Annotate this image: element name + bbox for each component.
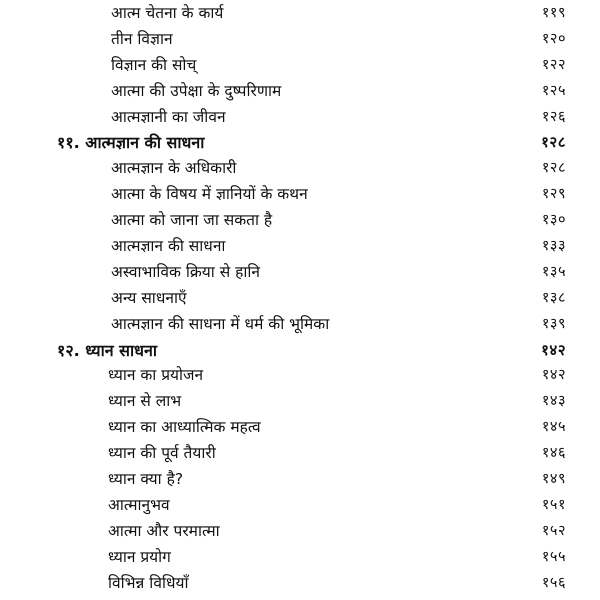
page-number: १५१: [541, 496, 566, 513]
entry-title: आत्मानुभव: [108, 495, 170, 514]
toc-entry: [0, 312, 600, 338]
entry-title: आत्म चेतना के कार्य: [111, 4, 224, 22]
page-number: १४२: [541, 367, 566, 384]
page-number: १४६: [541, 445, 566, 462]
page-number: ११९: [541, 5, 566, 21]
toc-entry: [0, 571, 600, 597]
entry-title: ध्यान से लाभ: [108, 392, 182, 411]
page-number: १२८: [541, 160, 566, 177]
page-number: १५२: [541, 522, 566, 539]
toc-entry: [0, 389, 600, 415]
entry-title: आत्मा की उपेक्षा के दुष्परिणाम: [111, 81, 282, 100]
toc-entry: [0, 441, 600, 467]
toc-entry: [0, 260, 600, 286]
entry-title: आत्मज्ञान की साधना में धर्म की भूमिका: [111, 314, 330, 333]
entry-title: आत्मा और परमात्मा: [108, 521, 220, 540]
page-number: १२२: [541, 56, 566, 73]
page-number: १३३: [541, 238, 566, 255]
entry-title: अन्य साधनाएँ: [111, 288, 187, 307]
page-number: १५६: [541, 574, 566, 591]
toc-entry: [0, 467, 600, 493]
chapter-title: ११. आत्मज्ञान की साधना: [57, 133, 205, 153]
page-number: १२५: [541, 82, 566, 99]
page-number: १३९: [541, 315, 566, 332]
entry-title: विज्ञान की सोच्: [111, 55, 197, 74]
entry-title: ध्यान का आध्यात्मिक महत्व: [108, 418, 261, 437]
page-number: १३८: [541, 289, 566, 306]
toc-entry: [0, 363, 600, 389]
page-number: १४२: [541, 340, 566, 359]
toc-entry: [0, 286, 600, 312]
toc-entry: [0, 182, 600, 208]
entry-title: ध्यान क्या है?: [108, 470, 184, 489]
toc-entry: [0, 519, 600, 545]
entry-title: ध्यान की पूर्व तैयारी: [108, 444, 216, 463]
entry-title: आत्मज्ञान के अधिकारी: [111, 159, 237, 178]
toc-entry: [0, 1, 600, 27]
entry-title: ध्यान प्रयोग: [108, 547, 171, 566]
toc-entry: [0, 27, 600, 53]
entry-title: तीन विज्ञान: [111, 29, 173, 48]
entry-title: आत्मा के विषय में ज्ञानियों के कथन: [111, 185, 308, 204]
toc-entry: [0, 208, 600, 234]
toc-entry: [0, 156, 600, 182]
chapter-title: १२. ध्यान साधना: [57, 340, 158, 360]
page-number: १५५: [541, 548, 566, 565]
page-number: १३५: [541, 263, 566, 280]
toc-entry: [0, 415, 600, 441]
page-number: १२८: [541, 133, 566, 152]
page-number: १२९: [541, 186, 566, 203]
page-number: १३०: [541, 212, 566, 229]
toc-entry: [0, 493, 600, 519]
entry-title: ध्यान का प्रयोजन: [108, 366, 204, 385]
page-number: १४३: [541, 393, 566, 410]
entry-title: आत्मज्ञान की साधना: [111, 237, 226, 256]
toc-chapter-heading: [0, 130, 600, 156]
toc-entry: [0, 105, 600, 131]
page-number: १२६: [541, 108, 566, 125]
toc-entry: [0, 53, 600, 79]
page-number: १२०: [541, 30, 566, 47]
toc-entry: [0, 234, 600, 260]
entry-title: आत्मज्ञानी का जीवन: [111, 107, 226, 126]
page-number: १४५: [541, 419, 566, 436]
page-number: १४९: [541, 471, 566, 488]
toc-entry: [0, 79, 600, 105]
toc-chapter-heading: [0, 338, 600, 364]
toc-entry: [0, 545, 600, 571]
entry-title: आत्मा को जाना जा सकता है: [111, 211, 273, 230]
entry-title: अस्वाभाविक क्रिया से हानि: [111, 262, 260, 281]
entry-title: विभिन्न विधियाँ: [108, 573, 189, 592]
